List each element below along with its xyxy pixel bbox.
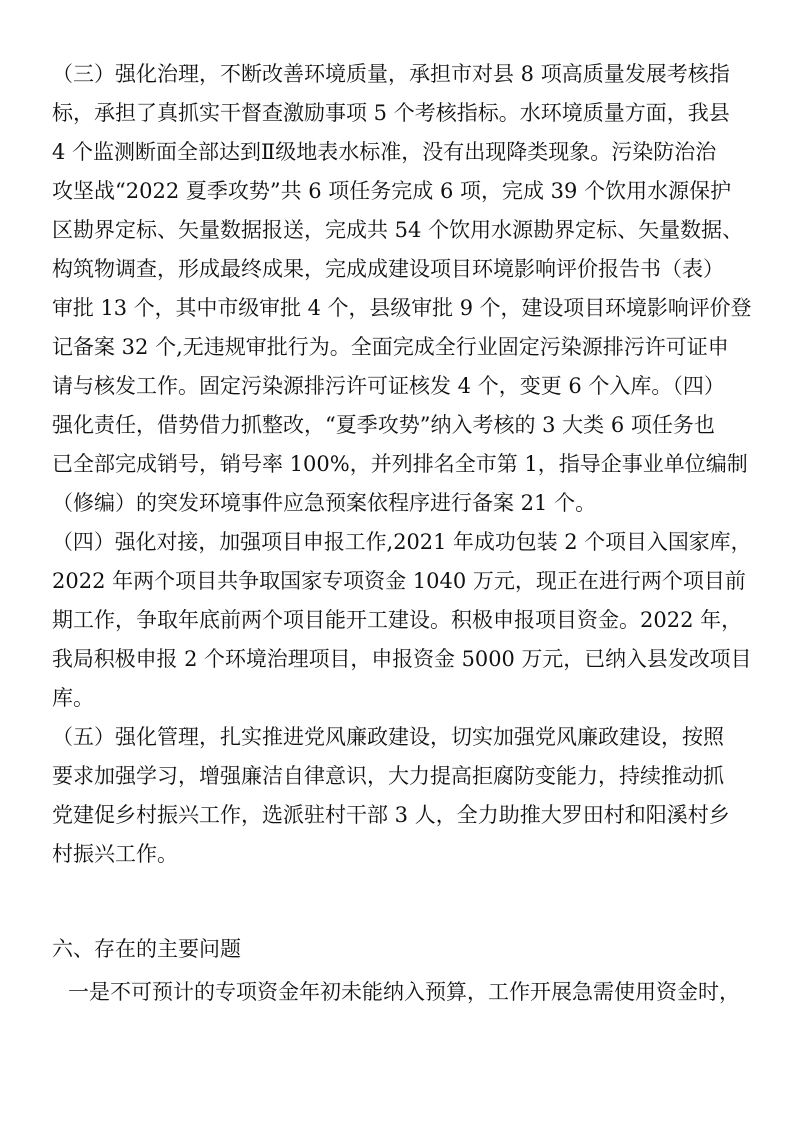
paragraph-3-line: （三）强化治理，不断改善环境质量，承担市对县 8 项高质量发展考核指 — [52, 62, 730, 86]
paragraph-line: 一是不可预计的专项资金年初未能纳入预算，工作开展急需使用资金时， — [68, 980, 740, 1004]
paragraph-3-line: 标，承担了真抓实干督查激励事项 5 个考核指标。水环境质量方面，我县 — [52, 101, 730, 125]
paragraph-3-line: 请与核发工作。固定污染源排污许可证核发 4 个，变更 6 个入库。（四） — [52, 374, 725, 398]
paragraph-5-line: （五）强化管理，扎实推进党风廉政建设，切实加强党风廉政建设，按照 — [52, 725, 724, 749]
section-heading: 六、存在的主要问题 — [52, 937, 241, 961]
paragraph-3-line: 构筑物调查，形成最终成果，完成成建设项目环境影响评价报告书（表） — [52, 257, 724, 281]
paragraph-5-line: 要求加强学习，增强廉洁自律意识，大力提高拒腐防变能力，持续推动抓 — [52, 764, 724, 788]
paragraph-3-line: 已全部完成销号，销号率 100%，并列排名全市第 1，指导企事业单位编制 — [52, 452, 748, 476]
paragraph-5-line: 党建促乡村振兴工作，选派驻村干部 3 人，全力助推大罗田村和阳溪村乡 — [52, 803, 730, 827]
paragraph-4-line: 期工作，争取年底前两个项目能开工建设。积极申报项目资金。2022 年， — [52, 608, 743, 632]
paragraph-4-line: 我局积极申报 2 个环境治理项目，申报资金 5000 万元，已纳入县发改项目 — [52, 647, 752, 671]
paragraph-4-line: 2022 年两个项目共争取国家专项资金 1040 万元，现正在进行两个项目前 — [52, 569, 746, 593]
paragraph-3-line: 记备案 32 个,无违规审批行为。全面完成全行业固定污染源排污许可证申 — [52, 335, 729, 359]
paragraph-4-line: （四）强化对接，加强项目申报工作,2021 年成功包装 2 个项目入国家库， — [52, 530, 752, 554]
paragraph-3-line: （修编）的突发环境事件应急预案依程序进行备案 21 个。 — [52, 491, 597, 515]
paragraph-3-line: 攻坚战“2022 夏季攻势”共 6 项任务完成 6 项，完成 39 个饮用水源保护 — [52, 179, 732, 203]
paragraph-3-line: 区勘界定标、矢量数据报送，完成共 54 个饮用水源勘界定标、矢量数据、 — [52, 218, 744, 242]
paragraph-5-line: 村振兴工作。 — [52, 842, 178, 866]
paragraph-4-line: 库。 — [52, 686, 94, 710]
paragraph-3-line: 4 个监测断面全部达到Ⅱ级地表水标准，没有出现降类现象。污染防治治 — [52, 140, 717, 164]
paragraph-3-line: 审批 13 个，其中市级审批 4 个，县级审批 9 个，建设项目环境影响评价登 — [52, 296, 752, 320]
paragraph-3-line: 强化责任，借势借力抓整改，“夏季攻势”纳入考核的 3 大类 6 项任务也 — [52, 413, 715, 437]
